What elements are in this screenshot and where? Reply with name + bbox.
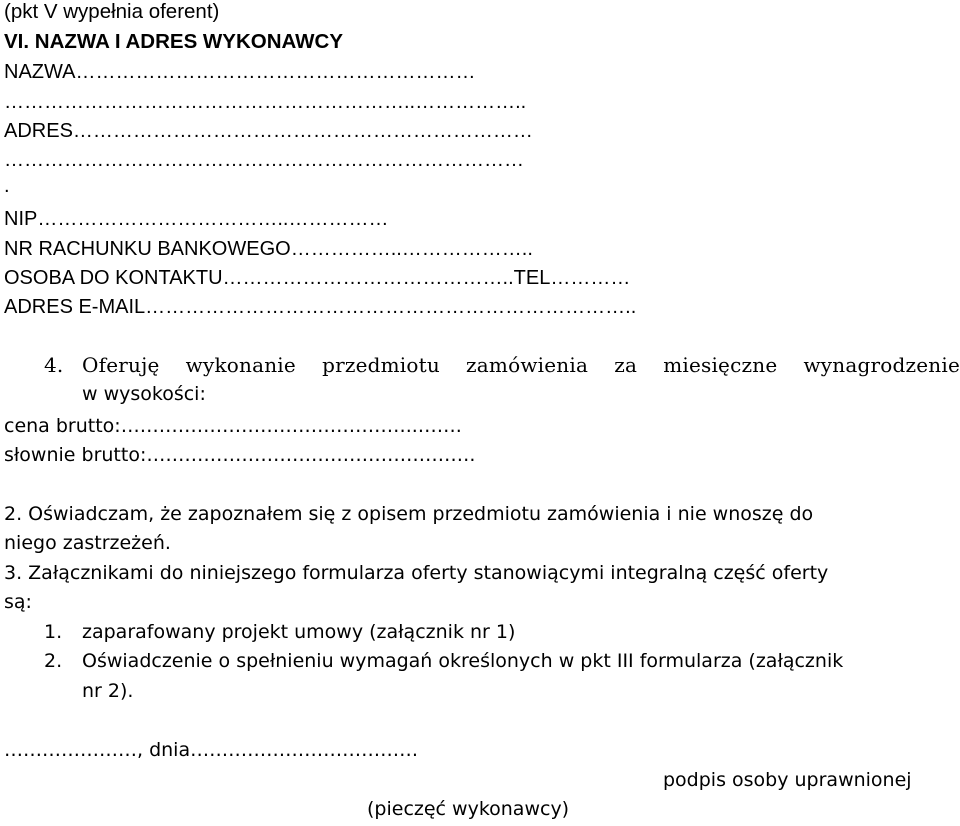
attachment-2-continuation: nr 2). xyxy=(82,680,134,702)
nip-field: NIP………………………………..…………… xyxy=(4,208,389,230)
attachment-1-text: zaparafowany projekt umowy (załącznik nr 1) xyxy=(82,621,516,643)
name-field-continuation: ……………………………………………………..…………….. xyxy=(4,91,527,113)
signature-label: podpis osoby uprawnionej xyxy=(663,769,912,791)
offer-item-number: 4. xyxy=(44,353,64,377)
gross-price-words-field: słownie brutto:……………………………………………. xyxy=(4,444,476,466)
form-note: (pkt V wypełnia oferent) xyxy=(4,0,220,23)
declaration-2-line2: niego zastrzeżeń. xyxy=(4,532,171,554)
section-title: VI. NAZWA I ADRES WYKONAWCY xyxy=(4,30,344,53)
offer-text-line1: Oferuję wykonanie przedmiotu zamówienia za miesięczne wynagrodzenie xyxy=(82,353,960,377)
address-field: ADRES…………………………………………………………… xyxy=(4,120,533,142)
place-date-field: …………………, dnia……………………………… xyxy=(4,739,419,761)
attachment-2-number: 2. xyxy=(44,650,63,672)
declaration-2-line1: 2. Oświadczam, że zapoznałem się z opisem przedmiotu zamówienia i nie wnoszę do xyxy=(4,503,814,525)
email-field: ADRES E-MAIL……………………………………………………………….. xyxy=(4,296,637,318)
contact-person-field: OSOBA DO KONTAKTU……………………………………..TEL………… xyxy=(4,267,631,289)
declaration-3-line2: są: xyxy=(4,591,32,613)
gross-price-field: cena brutto:………………………………………..……. xyxy=(4,415,462,437)
address-field-continuation: …………………………………………………………………… xyxy=(4,149,524,171)
address-field-end: . xyxy=(4,175,10,197)
bank-account-field: NR RACHUNKU BANKOWEGO……………..……………….. xyxy=(4,238,533,260)
name-field: NAZWA…………………………………………………… xyxy=(4,61,476,83)
declaration-3-line1: 3. Załącznikami do niniejszego formularza oferty stanowiącymi integralną część oferty xyxy=(4,562,829,584)
offer-text-line2: w wysokości: xyxy=(82,383,206,405)
attachment-2-text: Oświadczenie o spełnieniu wymagań określonych w pkt III formularza (załącznik xyxy=(82,650,844,672)
attachment-1-number: 1. xyxy=(44,621,63,643)
stamp-label: (pieczęć wykonawcy) xyxy=(367,798,570,820)
